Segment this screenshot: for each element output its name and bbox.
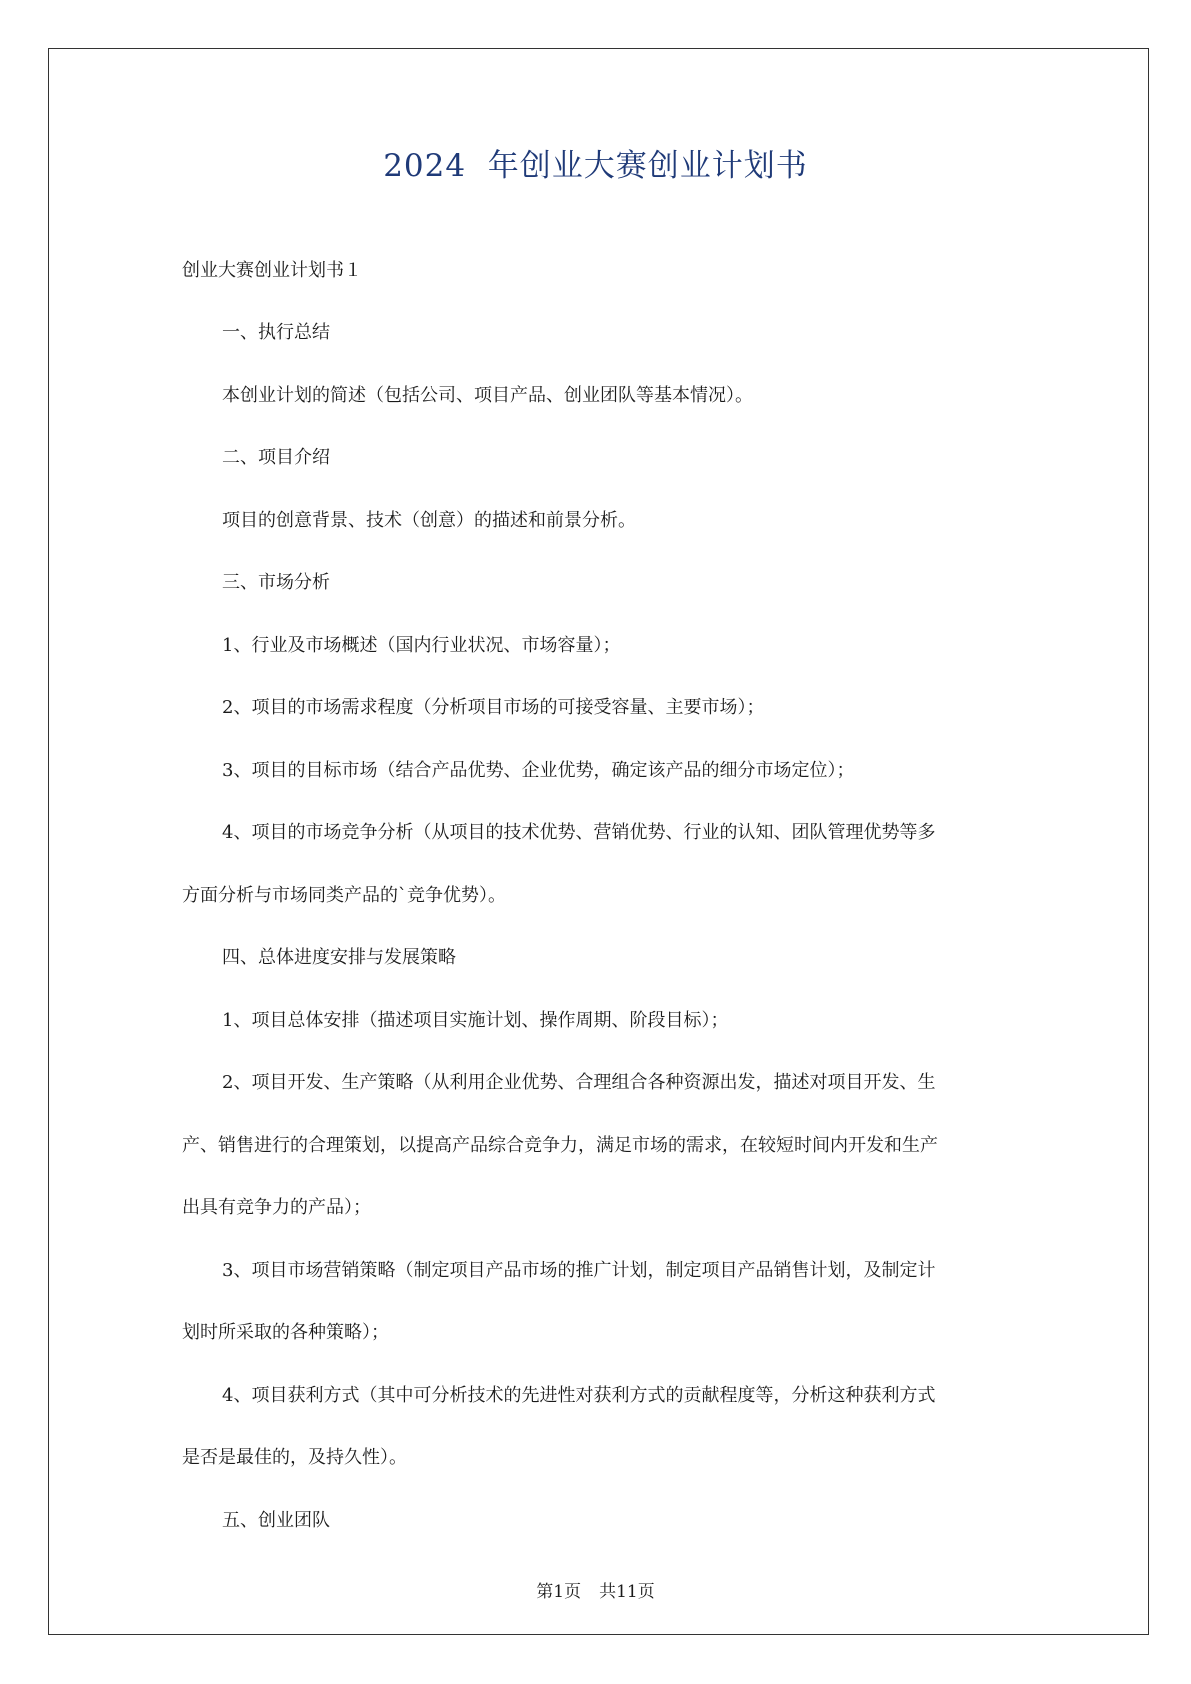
paragraph-line: 划时所采取的各种策略）； — [182, 1322, 389, 1343]
page-number: 第1页 — [536, 1582, 582, 1602]
page-total: 共11页 — [599, 1582, 655, 1602]
paragraph-line: 1、项目总体安排（描述项目实施计划、操作周期、阶段目标）； — [222, 1010, 729, 1031]
paragraph-line: 五、创业团队 — [222, 1510, 330, 1531]
paragraph-line: 项目的创意背景、技术（创意）的描述和前景分析。 — [222, 510, 636, 531]
section-heading: 创业大赛创业计划书１ — [182, 260, 362, 281]
paragraph-line: 产、销售进行的合理策划，以提高产品综合竞争力，满足市场的需求，在较短时间内开发和生产 — [182, 1135, 938, 1156]
page-footer — [0, 1577, 1191, 1602]
paragraph-line: 二、项目介绍 — [222, 447, 330, 468]
paragraph-line: 出具有竞争力的产品）； — [182, 1197, 371, 1218]
paragraph-line: 四、总体进度安排与发展策略 — [222, 947, 456, 968]
paragraph-line: 3、项目市场营销策略（制定项目产品市场的推广计划，制定项目产品销售计划，及制定计 — [222, 1260, 936, 1281]
paragraph-line: 2、项目开发、生产策略（从利用企业优势、合理组合各种资源出发，描述对项目开发、生 — [222, 1072, 936, 1093]
paragraph-line: 3、项目的目标市场（结合产品优势、企业优势，确定该产品的细分市场定位）； — [222, 760, 855, 781]
paragraph-line: 1、行业及市场概述（国内行业状况、市场容量）； — [222, 635, 621, 656]
paragraph-line: 三、市场分析 — [222, 572, 330, 593]
document-title: 2024 年创业大赛创业计划书 — [383, 148, 808, 184]
paragraph-line: 是否是最佳的，及持久性）。 — [182, 1447, 407, 1468]
paragraph-line: 2、项目的市场需求程度（分析项目市场的可接受容量、主要市场）； — [222, 697, 765, 718]
paragraph-line: 本创业计划的简述（包括公司、项目产品、创业团队等基本情况）。 — [222, 385, 753, 406]
paragraph-line: 4、项目获利方式（其中可分析技术的先进性对获利方式的贡献程度等，分析这种获利方式 — [222, 1385, 936, 1406]
paragraph-line: 方面分析与市场同类产品的`竞争优势）。 — [182, 885, 506, 906]
paragraph-line: 一、执行总结 — [222, 322, 330, 343]
paragraph-line: 4、项目的市场竞争分析（从项目的技术优势、营销优势、行业的认知、团队管理优势等多 — [222, 822, 936, 843]
